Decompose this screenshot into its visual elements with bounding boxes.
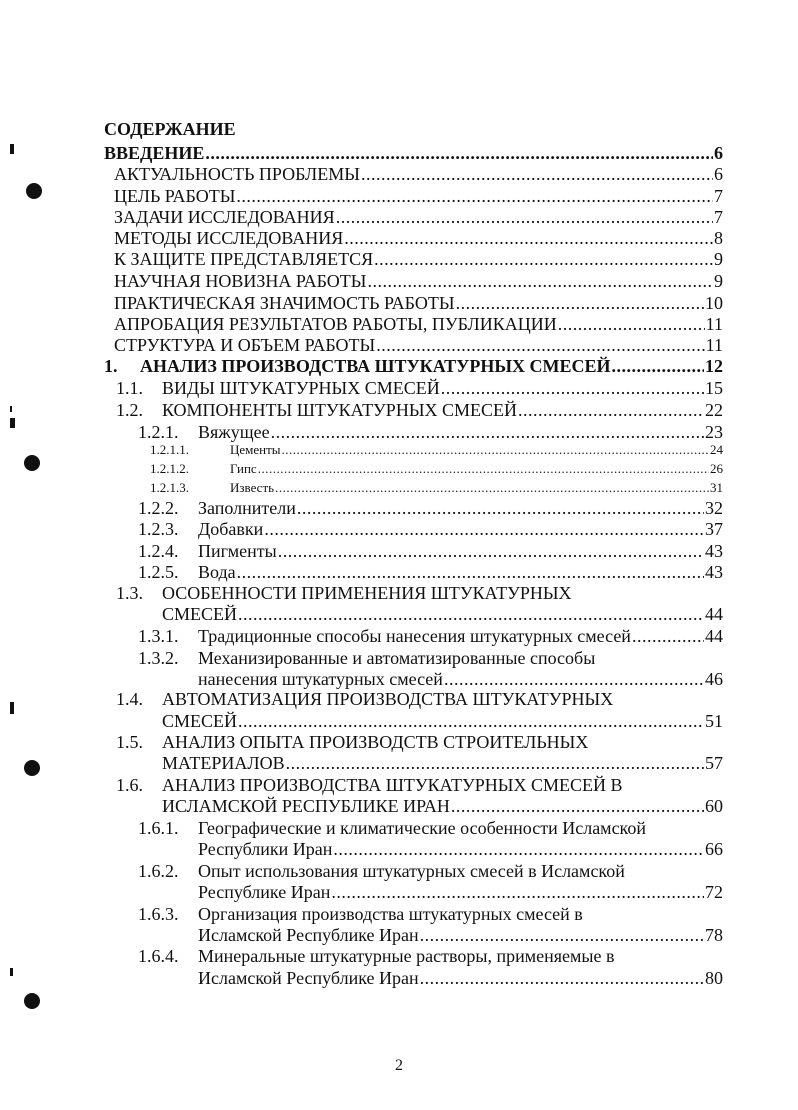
dot-leader xyxy=(420,967,704,989)
toc-entry[interactable] xyxy=(104,355,723,377)
toc-page: 9 xyxy=(714,249,723,269)
toc-number: 1.6.1. xyxy=(138,818,179,838)
toc-entry-line[interactable] xyxy=(138,903,583,925)
toc-title: СТРУКТУРА И ОБЪЕМ РАБОТЫ xyxy=(114,335,376,355)
toc-title: Вода xyxy=(198,562,236,582)
toc-title: Пигменты xyxy=(198,541,277,561)
scan-mark xyxy=(10,418,15,428)
dot-leader xyxy=(344,227,713,249)
toc-page: 11 xyxy=(705,335,723,355)
toc-entry[interactable] xyxy=(114,206,723,228)
toc-page: 11 xyxy=(705,314,723,334)
toc-number: 1.4. xyxy=(116,689,143,709)
toc-number: 1.2.1.2. xyxy=(150,461,189,476)
toc-page: 31 xyxy=(710,480,723,495)
toc-heading: СОДЕРЖАНИЕ xyxy=(104,119,236,139)
toc-page: 7 xyxy=(714,186,723,206)
toc-title: АПРОБАЦИЯ РЕЗУЛЬТАТОВ РАБОТЫ, ПУБЛИКАЦИИ xyxy=(114,314,557,334)
toc-entry[interactable] xyxy=(116,377,723,399)
dot-leader xyxy=(558,313,705,335)
scan-hole xyxy=(24,760,40,776)
dot-leader xyxy=(444,668,704,690)
toc-title: АНАЛИЗ ПРОИЗВОДСТВА ШТУКАТУРНЫХ СМЕСЕЙ В xyxy=(162,775,623,795)
dot-leader xyxy=(451,795,704,817)
toc-title-cont: СМЕСЕЙ xyxy=(162,711,238,731)
toc-number: 1.1. xyxy=(116,378,143,398)
scan-hole xyxy=(26,183,42,199)
toc-title-cont: МАТЕРИАЛОВ xyxy=(162,753,285,773)
dot-leader xyxy=(275,478,709,497)
toc-title: Минеральные штукатурные растворы, применяемые в xyxy=(198,946,615,966)
toc-entry-line[interactable] xyxy=(138,817,646,839)
toc-page: 23 xyxy=(705,422,723,442)
toc-title: АНАЛИЗ ОПЫТА ПРОИЗВОДСТВ СТРОИТЕЛЬНЫХ xyxy=(162,732,589,752)
toc-title-cont: Республики Иран xyxy=(198,839,333,859)
toc-title: КОМПОНЕНТЫ ШТУКАТУРНЫХ СМЕСЕЙ xyxy=(162,400,518,420)
toc-number: 1.2.1.3. xyxy=(150,480,189,495)
toc-entry[interactable] xyxy=(198,668,723,690)
toc-page: 46 xyxy=(705,669,723,689)
toc-page: 43 xyxy=(705,541,723,561)
dot-leader xyxy=(286,752,704,774)
toc-title: Географические и климатические особенности Исламской xyxy=(198,818,647,838)
toc-entry-line[interactable] xyxy=(116,731,588,753)
toc-title: Цементы xyxy=(230,442,281,457)
scan-mark xyxy=(10,144,14,154)
toc-entry[interactable] xyxy=(114,270,723,292)
toc-number: 1.3.1. xyxy=(138,626,179,646)
toc-page: 72 xyxy=(705,882,723,902)
toc-entry[interactable] xyxy=(138,561,723,583)
toc-title: ВИДЫ ШТУКАТУРНЫХ СМЕСЕЙ xyxy=(162,378,440,398)
toc-entry[interactable] xyxy=(138,518,723,540)
toc-entry[interactable] xyxy=(198,838,723,860)
dot-leader xyxy=(361,163,713,185)
toc-number: 1.5. xyxy=(116,732,143,752)
dot-leader xyxy=(237,561,704,583)
toc-title: ЦЕЛЬ РАБОТЫ xyxy=(114,186,236,206)
toc-entry[interactable] xyxy=(150,478,723,497)
toc-entry[interactable] xyxy=(138,625,723,647)
toc-title: Заполнители xyxy=(198,498,296,518)
toc-title: Традиционные способы нанесения штукатурных смесей xyxy=(198,626,631,646)
toc-page: 10 xyxy=(705,293,723,313)
toc-page: 57 xyxy=(705,753,723,773)
dot-leader xyxy=(238,603,704,625)
toc-number: 1.6.2. xyxy=(138,861,179,881)
toc-entry-line[interactable] xyxy=(138,647,595,669)
toc-number: 1.2.1.1. xyxy=(150,442,189,457)
dot-leader xyxy=(278,540,704,562)
dot-leader xyxy=(264,518,704,540)
toc-entry[interactable] xyxy=(116,399,723,421)
toc-number: 1.2.5. xyxy=(138,562,179,582)
toc-page: 22 xyxy=(705,400,723,420)
toc-page: 51 xyxy=(705,711,723,731)
dot-leader xyxy=(441,377,704,399)
dot-leader xyxy=(258,459,709,478)
toc-number: 1.2.1. xyxy=(138,422,179,442)
toc-entry[interactable] xyxy=(150,459,723,478)
toc-number: 1.3. xyxy=(116,583,143,603)
toc-page: 37 xyxy=(705,519,723,539)
dot-leader xyxy=(420,924,704,946)
toc-title-cont: ИСЛАМСКОЙ РЕСПУБЛИКЕ ИРАН xyxy=(162,796,450,816)
toc-entry-line[interactable] xyxy=(116,688,613,710)
toc-title: Гипс xyxy=(230,461,257,476)
toc-number: 1.6. xyxy=(116,775,143,795)
toc-title: АВТОМАТИЗАЦИЯ ПРОИЗВОДСТВА ШТУКАТУРНЫХ xyxy=(162,689,614,709)
toc-title-cont: СМЕСЕЙ xyxy=(162,604,238,624)
toc-entry[interactable] xyxy=(114,292,723,314)
toc-title: ВВЕДЕНИЕ xyxy=(104,143,205,163)
toc-title: Организация производства штукатурных смесей в xyxy=(198,904,583,924)
toc-entry[interactable] xyxy=(162,710,723,732)
toc-entry[interactable] xyxy=(114,313,723,335)
toc-title-cont: нанесения штукатурных смесей xyxy=(198,669,443,689)
dot-leader xyxy=(336,206,713,228)
toc-entry[interactable] xyxy=(138,497,723,519)
toc-entry[interactable] xyxy=(198,924,723,946)
toc-page: 6 xyxy=(714,143,723,163)
toc-page: 24 xyxy=(710,442,723,457)
toc-page: 43 xyxy=(705,562,723,582)
toc-entry-line[interactable] xyxy=(116,582,572,604)
dot-leader xyxy=(518,399,704,421)
toc-number: 1.6.4. xyxy=(138,946,179,966)
dot-leader xyxy=(238,710,704,732)
toc-page: 32 xyxy=(705,498,723,518)
toc-page: 7 xyxy=(714,207,723,227)
scan-hole xyxy=(24,993,40,1009)
toc-entry-line[interactable] xyxy=(116,774,623,796)
toc-page: 80 xyxy=(705,968,723,988)
toc-entry-line[interactable] xyxy=(138,860,625,882)
toc-title: Вяжущее xyxy=(198,422,270,442)
toc-page: 6 xyxy=(714,164,723,184)
toc-page: 44 xyxy=(705,604,723,624)
toc-number: 1.2.4. xyxy=(138,541,179,561)
toc-page: 44 xyxy=(705,626,723,646)
toc-entry[interactable] xyxy=(114,227,723,249)
toc-title: Механизированные и автоматизированные способы xyxy=(198,648,596,668)
toc-title: ОСОБЕННОСТИ ПРИМЕНЕНИЯ ШТУКАТУРНЫХ xyxy=(162,583,572,603)
dot-leader xyxy=(282,440,709,459)
toc-entry[interactable] xyxy=(150,440,723,459)
toc-page: 78 xyxy=(705,925,723,945)
dot-leader xyxy=(297,497,704,519)
toc-entry[interactable] xyxy=(138,540,723,562)
toc-page: 15 xyxy=(705,378,723,398)
toc-page: 8 xyxy=(714,228,723,248)
toc-number: 1.3.2. xyxy=(138,648,179,668)
toc-number: 1.2.2. xyxy=(138,498,179,518)
scan-mark xyxy=(10,406,12,412)
toc-number: 1.6.3. xyxy=(138,904,179,924)
toc-entry[interactable] xyxy=(114,334,723,356)
page-number: 2 xyxy=(395,1057,403,1074)
dot-leader xyxy=(333,838,704,860)
dot-leader xyxy=(612,355,704,377)
toc-title: МЕТОДЫ ИССЛЕДОВАНИЯ xyxy=(114,228,344,248)
toc-entry[interactable] xyxy=(198,881,723,903)
toc-title: ЗАДАЧИ ИССЛЕДОВАНИЯ xyxy=(114,207,335,227)
toc-entry[interactable] xyxy=(114,185,723,207)
toc-title: АКТУАЛЬНОСТЬ ПРОБЛЕМЫ xyxy=(114,164,360,184)
toc-title: К ЗАЩИТЕ ПРЕДСТАВЛЯЕТСЯ xyxy=(114,249,374,269)
scan-mark xyxy=(10,968,13,976)
toc-title: Опыт использования штукатурных смесей в Исламской xyxy=(198,861,625,881)
toc-entry[interactable] xyxy=(114,248,723,270)
toc-page: 60 xyxy=(705,796,723,816)
toc-title: АНАЛИЗ ПРОИЗВОДСТВА ШТУКАТУРНЫХ СМЕСЕЙ xyxy=(140,356,611,376)
toc-title: НАУЧНАЯ НОВИЗНА РАБОТЫ xyxy=(114,271,367,291)
toc-title-cont: Исламской Республике Иран xyxy=(198,925,419,945)
scan-hole xyxy=(24,455,40,471)
toc-title: Известь xyxy=(230,480,275,495)
toc-page: 9 xyxy=(714,271,723,291)
dot-leader xyxy=(205,142,713,164)
toc-title: ПРАКТИЧЕСКАЯ ЗНАЧИМОСТЬ РАБОТЫ xyxy=(114,293,455,313)
dot-leader xyxy=(376,334,704,356)
dot-leader xyxy=(236,185,713,207)
dot-leader xyxy=(632,625,704,647)
toc-entry-line[interactable] xyxy=(138,945,614,967)
toc-page: 26 xyxy=(710,461,723,476)
toc-number: 1.2.3. xyxy=(138,519,179,539)
toc-page: 66 xyxy=(705,839,723,859)
toc-number: 1. xyxy=(104,356,118,376)
toc-entry[interactable] xyxy=(162,795,723,817)
toc-entry[interactable] xyxy=(162,752,723,774)
toc-entry[interactable] xyxy=(162,603,723,625)
toc-number: 1.2. xyxy=(116,400,143,420)
scan-mark xyxy=(10,702,14,714)
toc-entry[interactable] xyxy=(114,163,723,185)
dot-leader xyxy=(374,248,713,270)
dot-leader xyxy=(368,270,714,292)
toc-title: Добавки xyxy=(198,519,264,539)
dot-leader xyxy=(331,881,704,903)
toc-title-cont: Республике Иран xyxy=(198,882,331,902)
toc-entry[interactable] xyxy=(104,142,723,164)
toc-page: 12 xyxy=(705,356,723,376)
dot-leader xyxy=(456,292,704,314)
toc-title-cont: Исламской Республике Иран xyxy=(198,968,419,988)
toc-entry[interactable] xyxy=(198,967,723,989)
